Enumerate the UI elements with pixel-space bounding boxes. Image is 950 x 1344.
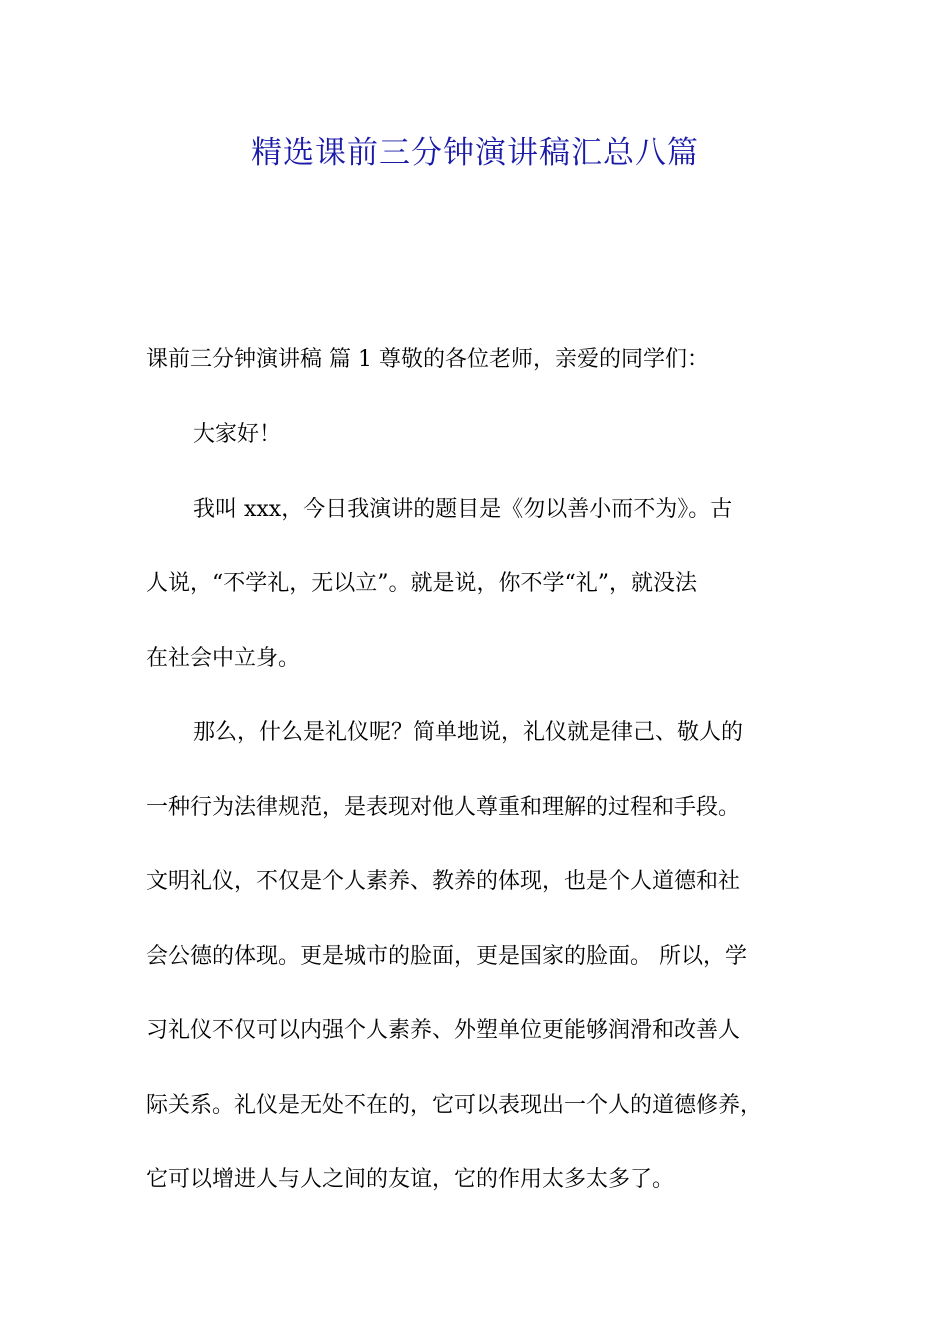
paragraph-line: 习礼仪不仅可以内强个人素养、外塑单位更能够润滑和改善人 [146, 1018, 741, 1043]
paragraph-line: 际关系。礼仪是无处不在的，它可以表现出一个人的道德修养， [146, 1093, 763, 1118]
paragraph-line: 我叫 xxx，今日我演讲的题目是《勿以善小而不为》。古 [193, 497, 733, 522]
paragraph-line: 它可以增进人与人之间的友谊，它的作用太多太多了。 [146, 1167, 675, 1192]
paragraph-line: 会公德的体现。更是城市的脸面，更是国家的脸面。 所以，学 [146, 944, 747, 969]
paragraph-line: 课前三分钟演讲稿 篇 1 尊敬的各位老师，亲爱的同学们： [146, 347, 709, 372]
paragraph-line: 文明礼仪，不仅是个人素养、教养的体现，也是个人道德和社 [146, 869, 741, 894]
paragraph-line: 人说，“不学礼，无以立”。就是说，你不学“礼”，就没法 [146, 571, 697, 596]
paragraph-line: 大家好！ [193, 422, 282, 447]
paragraph-line: 那么，什么是礼仪呢？简单地说，礼仪就是律己、敬人的 [193, 720, 744, 745]
document-title: 精选课前三分钟演讲稿汇总八篇 [251, 135, 699, 171]
paragraph-line: 在社会中立身。 [146, 646, 301, 671]
paragraph-line: 一种行为法律规范，是表现对他人尊重和理解的过程和手段。 [146, 795, 741, 820]
